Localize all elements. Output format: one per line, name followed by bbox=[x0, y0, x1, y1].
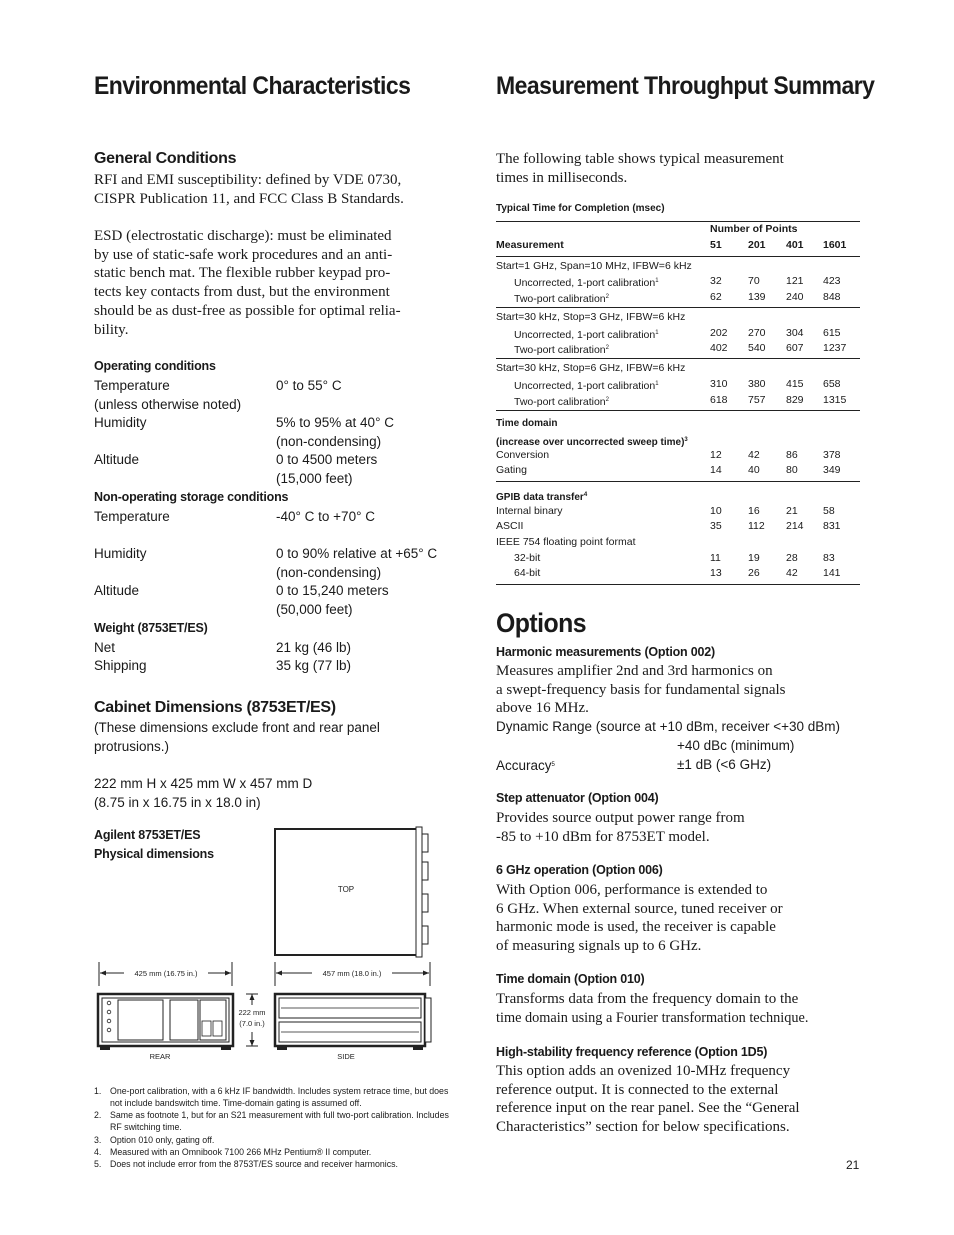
width-dimension bbox=[99, 962, 232, 986]
figure-caption: Agilent 8753ET/ES Physical dimensions bbox=[94, 828, 214, 861]
table-bottom-rule bbox=[496, 584, 860, 585]
height-dimension bbox=[238, 994, 265, 1046]
side-view bbox=[275, 994, 431, 1061]
footnote-1: 1. One-port calibration, with a 6 kHz IF bandwidth. Includes system retrace time, but does not include bandswitch time. Time-domain gating is assumed off. bbox=[94, 1086, 449, 1108]
operating-conditions-heading: Operating conditions bbox=[94, 359, 216, 373]
step-attenuator-heading: Step attenuator (Option 004) bbox=[496, 791, 659, 805]
footnote-3: 3. Option 010 only, gating off. bbox=[94, 1135, 215, 1145]
height-label-1: 222 mm bbox=[238, 1008, 266, 1017]
weight-shipping-row: Shipping 35 kg (77 lb) bbox=[94, 658, 352, 673]
op-altitude-row: Altitude 0 to 4500 meters bbox=[94, 452, 378, 467]
physical-dimensions-figure bbox=[90, 822, 450, 1067]
table-group-title: Start=30 kHz, Stop=6 GHz, IFBW=6 kHz bbox=[496, 362, 686, 374]
time-domain-subtitle: (increase over uncorrected sweep time)$^3$ bbox=[496, 437, 688, 448]
rear-label: REAR bbox=[149, 1052, 171, 1061]
weight-net-row: Net 21 kg (46 lb) bbox=[94, 640, 352, 655]
side-label: SIDE bbox=[337, 1052, 355, 1061]
np-humidity-row: Humidity 0 to 90% relative at +65° C bbox=[94, 546, 438, 561]
depth-label: 457 mm (18.0 in.) bbox=[322, 969, 382, 978]
step-attenuator-text: Provides source output power range from -85 to +10 dBm for 8753ET model. bbox=[496, 810, 745, 845]
np-altitude-row: Altitude 0 to 15,240 meters bbox=[94, 583, 389, 598]
cabinet-dimensions-heading: Cabinet Dimensions (8753ET/ES) bbox=[94, 699, 336, 716]
options-title: Options bbox=[496, 608, 586, 638]
table-row: Uncorrected, 1-port calibration$^1$ 32 70 121 423 bbox=[514, 275, 841, 289]
height-label-2: (7.0 in.) bbox=[239, 1019, 265, 1028]
cabinet-dimensions-text: 222 mm H x 425 mm W x 457 mm D (8.75 in x 16.75 in x 18.0 in) bbox=[94, 776, 313, 810]
general-conditions-paragraph-1: RFI and EMI susceptibility: defined by VDE 0730, CISPR Publication 11, and FCC Class B Standards. bbox=[94, 172, 404, 207]
page-number: 21 bbox=[846, 1158, 860, 1172]
accuracy-value: ±1 dB (<6 GHz) bbox=[677, 757, 772, 772]
width-label: 425 mm (16.75 in.) bbox=[134, 969, 198, 978]
esd-paragraph: ESD (electrostatic discharge): must be eliminated by use of static-safe work procedures and an anti- static bench mat. The flexible rubber keypad pro- tects key contacts from dust, but the environment should be as dust-free as possible for optimal relia- bility. bbox=[94, 228, 401, 338]
table-row: Two-port calibration$^2$ 402 540 607 1237 bbox=[514, 342, 847, 356]
table-row: Uncorrected, 1-port calibration$^1$ 310 380 415 658 bbox=[514, 378, 841, 392]
top-label: TOP bbox=[337, 885, 355, 894]
ghz-operation-text: With Option 006, performance is extended to 6 GHz. When external source, tuned receiver or harmonic mode is used, the receiver is capable of measuring signals up to 6 GHz. bbox=[496, 882, 783, 955]
general-conditions-heading: General Conditions bbox=[94, 150, 237, 167]
cabinet-note: (These dimensions exclude front and rear panel protrusions.) bbox=[94, 720, 380, 754]
footnote-2: 2. Same as footnote 1, but for an S21 measurement with full two-port calibration. Includes RF switching time. bbox=[94, 1110, 449, 1132]
dynamic-range-line: Dynamic Range (source at +10 dBm, receiver <+30 dBm) bbox=[496, 719, 841, 734]
throughput-intro: The following table shows typical measurement times in milliseconds. bbox=[496, 151, 784, 186]
footnote-5: 5. Does not include error from the 8753T/ES source and receiver harmonics. bbox=[94, 1159, 398, 1169]
table-header-row: Measurement 51 201 401 1601 bbox=[496, 239, 847, 251]
high-stability-text: This option adds an ovenized 10-MHz frequency reference output. It is connected to the external reference input on the rear panel. See the “General Characteristics” section for below specifications. bbox=[496, 1063, 800, 1136]
throughput-title: Measurement Throughput Summary bbox=[496, 72, 875, 100]
time-domain-option-text: Transforms data from the frequency domain to the time domain using a Fourier transformation technique. bbox=[496, 991, 809, 1026]
ghz-operation-heading: 6 GHz operation (Option 006) bbox=[496, 863, 663, 877]
time-domain-option-heading: Time domain (Option 010) bbox=[496, 972, 645, 986]
time-domain-title: Time domain bbox=[496, 418, 558, 429]
harmonic-heading: Harmonic measurements (Option 002) bbox=[496, 645, 715, 659]
footnote-4: 4. Measured with an Omnibook 7100 266 MHz Pentium® II computer. bbox=[94, 1147, 372, 1157]
np-temperature-row: Temperature -40° C to +70° C bbox=[94, 509, 375, 524]
weight-heading: Weight (8753ET/ES) bbox=[94, 621, 208, 635]
depth-dimension bbox=[275, 962, 430, 986]
table-row: 64-bit 13 26 42 141 bbox=[514, 567, 841, 579]
table-title: Typical Time for Completion (msec) bbox=[496, 203, 665, 214]
table-group-title: Start=1 GHz, Span=10 MHz, IFBW=6 kHz bbox=[496, 260, 692, 272]
harmonic-text: Measures amplifier 2nd and 3rd harmonics on a swept-frequency basis for fundamental signals above 16 MHz. bbox=[496, 663, 786, 717]
accuracy-label: Accuracy$^5$ bbox=[496, 758, 555, 773]
top-view bbox=[275, 827, 428, 957]
dynamic-range-value: +40 dBc (minimum) bbox=[677, 738, 795, 753]
op-temperature-row: Temperature 0° to 55° C bbox=[94, 378, 342, 393]
table-row: Two-port calibration$^2$ 62 139 240 848 bbox=[514, 291, 841, 305]
table-col-group: Number of Points bbox=[710, 223, 798, 235]
table-row: ASCII 35 112 214 831 bbox=[496, 520, 841, 532]
op-humidity-row: Humidity 5% to 95% at 40° C bbox=[94, 415, 394, 430]
table-row: 32-bit 11 19 28 83 bbox=[514, 552, 835, 564]
rear-view bbox=[98, 994, 233, 1061]
table-group-title: Start=30 kHz, Stop=3 GHz, IFBW=6 kHz bbox=[496, 311, 686, 323]
table-row: Conversion 12 42 86 378 bbox=[496, 449, 841, 461]
environmental-title: Environmental Characteristics bbox=[94, 72, 411, 100]
table-row: Uncorrected, 1-port calibration$^1$ 202 270 304 615 bbox=[514, 327, 841, 341]
table-row: Two-port calibration$^2$ 618 757 829 1315 bbox=[514, 394, 847, 408]
op-temperature-note: (unless otherwise noted) bbox=[94, 397, 242, 412]
gpib-title: GPIB data transfer$^4$ bbox=[496, 492, 588, 503]
high-stability-heading: High-stability frequency reference (Option 1D5) bbox=[496, 1045, 768, 1059]
ieee-label-row: IEEE 754 floating point format bbox=[496, 536, 636, 548]
table-row: Internal binary 10 16 21 58 bbox=[496, 505, 835, 517]
table-row: Gating 14 40 80 349 bbox=[496, 464, 841, 476]
non-operating-heading: Non-operating storage conditions bbox=[94, 490, 289, 504]
